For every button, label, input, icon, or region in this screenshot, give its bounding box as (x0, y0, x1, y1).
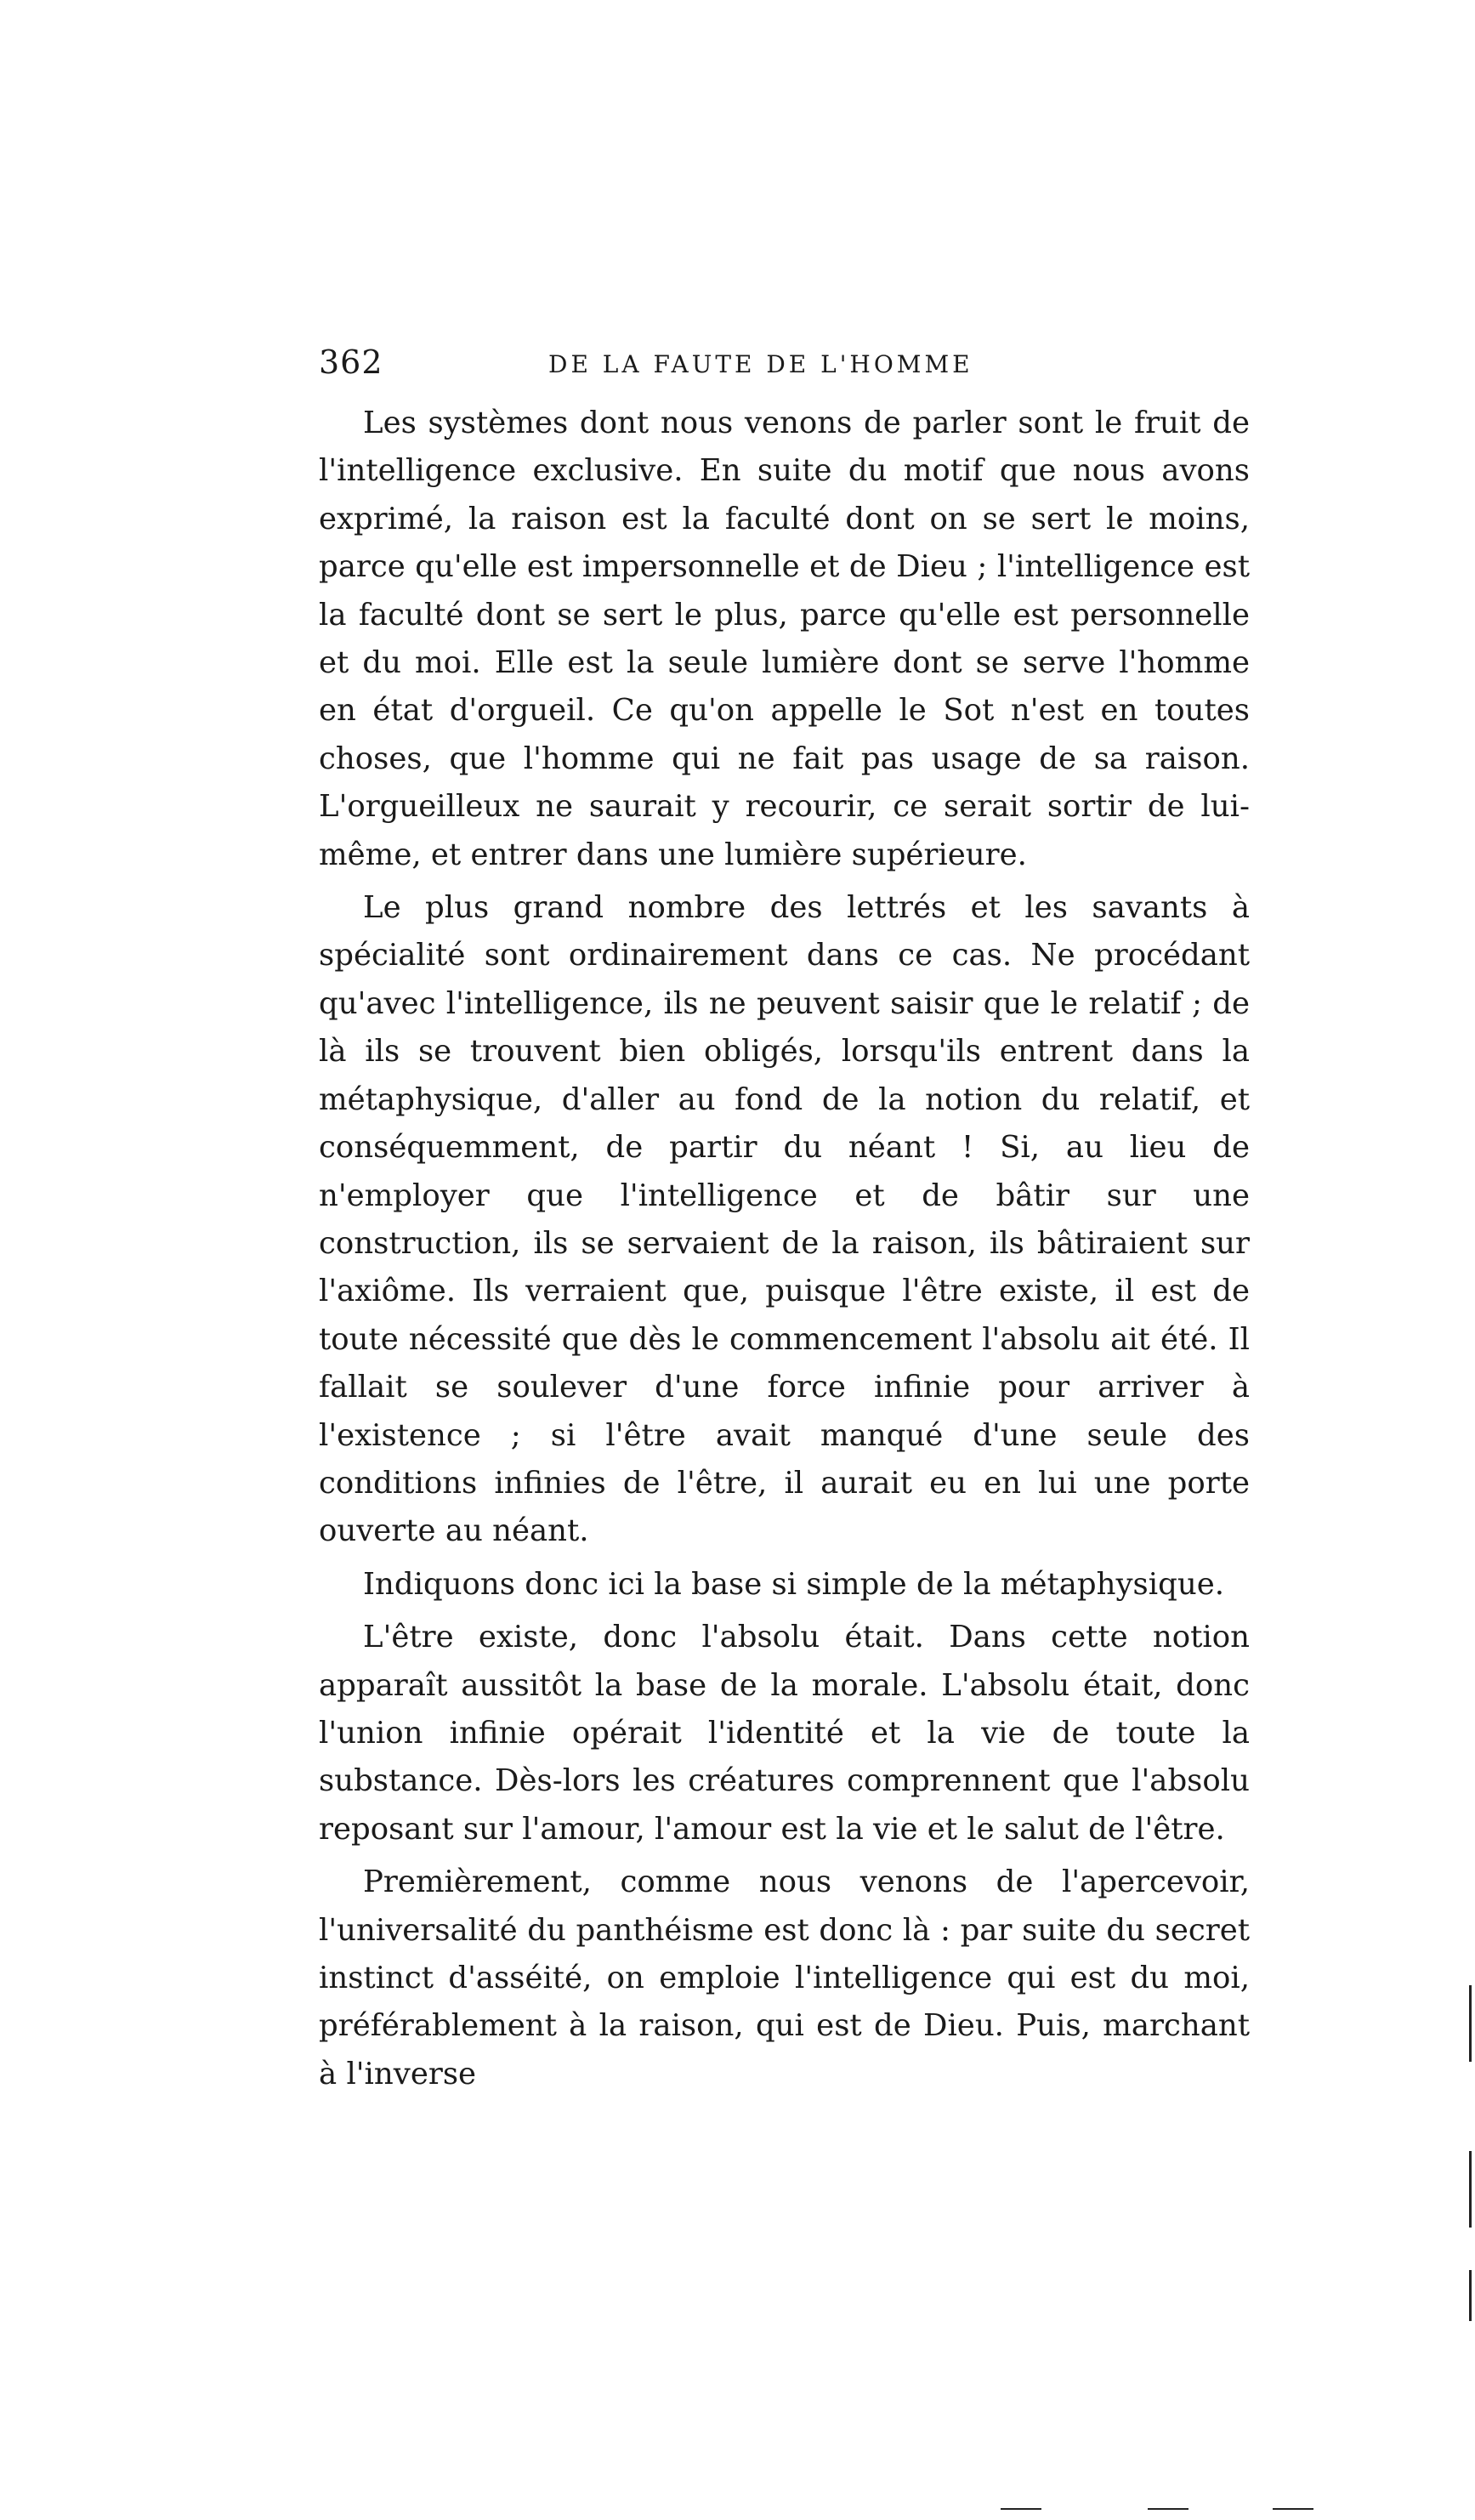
paragraph: Indiquons donc ici la base si simple de la métaphysique. (363, 1566, 1224, 1602)
scan-mark (1469, 2151, 1472, 2228)
scan-mark (1469, 2270, 1472, 2321)
scan-mark (1469, 1985, 1472, 2062)
paragraph: Les systèmes dont nous venons de parler sont le fruit de l'intelligence exclusive. En suite du motif que nous avons exprimé, la raison est la faculté dont on se sert le moins, parce qu'elle est impersonnelle et de Dieu ; l'intelligence est la faculté dont se sert le plus, parce qu'elle est personnelle et du moi. Elle est la seule lumière dont se serve l'homme en état d'orgueil. Ce qu'on appelle le Sot n'est en toutes choses, que l'homme qui ne fait pas usage de sa raison. L'orgueilleux ne saurait y recourir, ce serait sortir de lui-même, et entrer dans une lumière supérieure. (319, 406, 1250, 872)
scan-mark (1148, 2508, 1189, 2510)
scan-mark (1273, 2508, 1313, 2510)
paragraph: Le plus grand nombre des lettrés et les savants à spécialité sont ordinairement dans ce cas. Ne procédant qu'avec l'intelligence, ils ne peuvent saisir que le relatif ; de là ils se trouvent bien obligés, lorsqu'ils entrent dans la métaphysique, d'aller au fond de la notion du relatif, et conséquemment, de partir du néant ! Si, au lieu de n'employer que l'intelligence et de bâtir sur une construction, ils se servaient de la raison, ils bâtiraient sur l'axiôme. Ils verraient que, puisque l'être existe, il est de toute nécessité que dès le commencement l'absolu ait été. Il fallait se soulever d'une force infinie pour arriver à l'existence ; si l'être avait manqué d'une seule des conditions infinies de l'être, il aurait eu en lui une porte ouverte au néant. (319, 890, 1250, 1549)
body-text (319, 400, 1250, 2098)
page-number: 362 (319, 343, 383, 381)
paragraph: L'être existe, donc l'absolu était. Dans cette notion apparaît aussitôt la base de la morale. L'absolu était, donc l'union infinie opérait l'identité et la vie de toute la substance. Dès-lors les créatures comprennent que l'absolu reposant sur l'amour, l'amour est la vie et le salut de l'être. (319, 1620, 1250, 1847)
page-header (319, 340, 1254, 391)
running-head: DE LA FAUTE DE L'HOMME (548, 350, 973, 378)
scan-mark (1001, 2508, 1041, 2510)
paragraph: Premièrement, comme nous venons de l'apercevoir, l'universalité du panthéisme est donc là : par suite du secret instinct d'asséité, on emploie l'intelligence qui est du moi, préférablement à la raison, qui est de Dieu. Puis, marchant à l'inverse (319, 1864, 1250, 2091)
